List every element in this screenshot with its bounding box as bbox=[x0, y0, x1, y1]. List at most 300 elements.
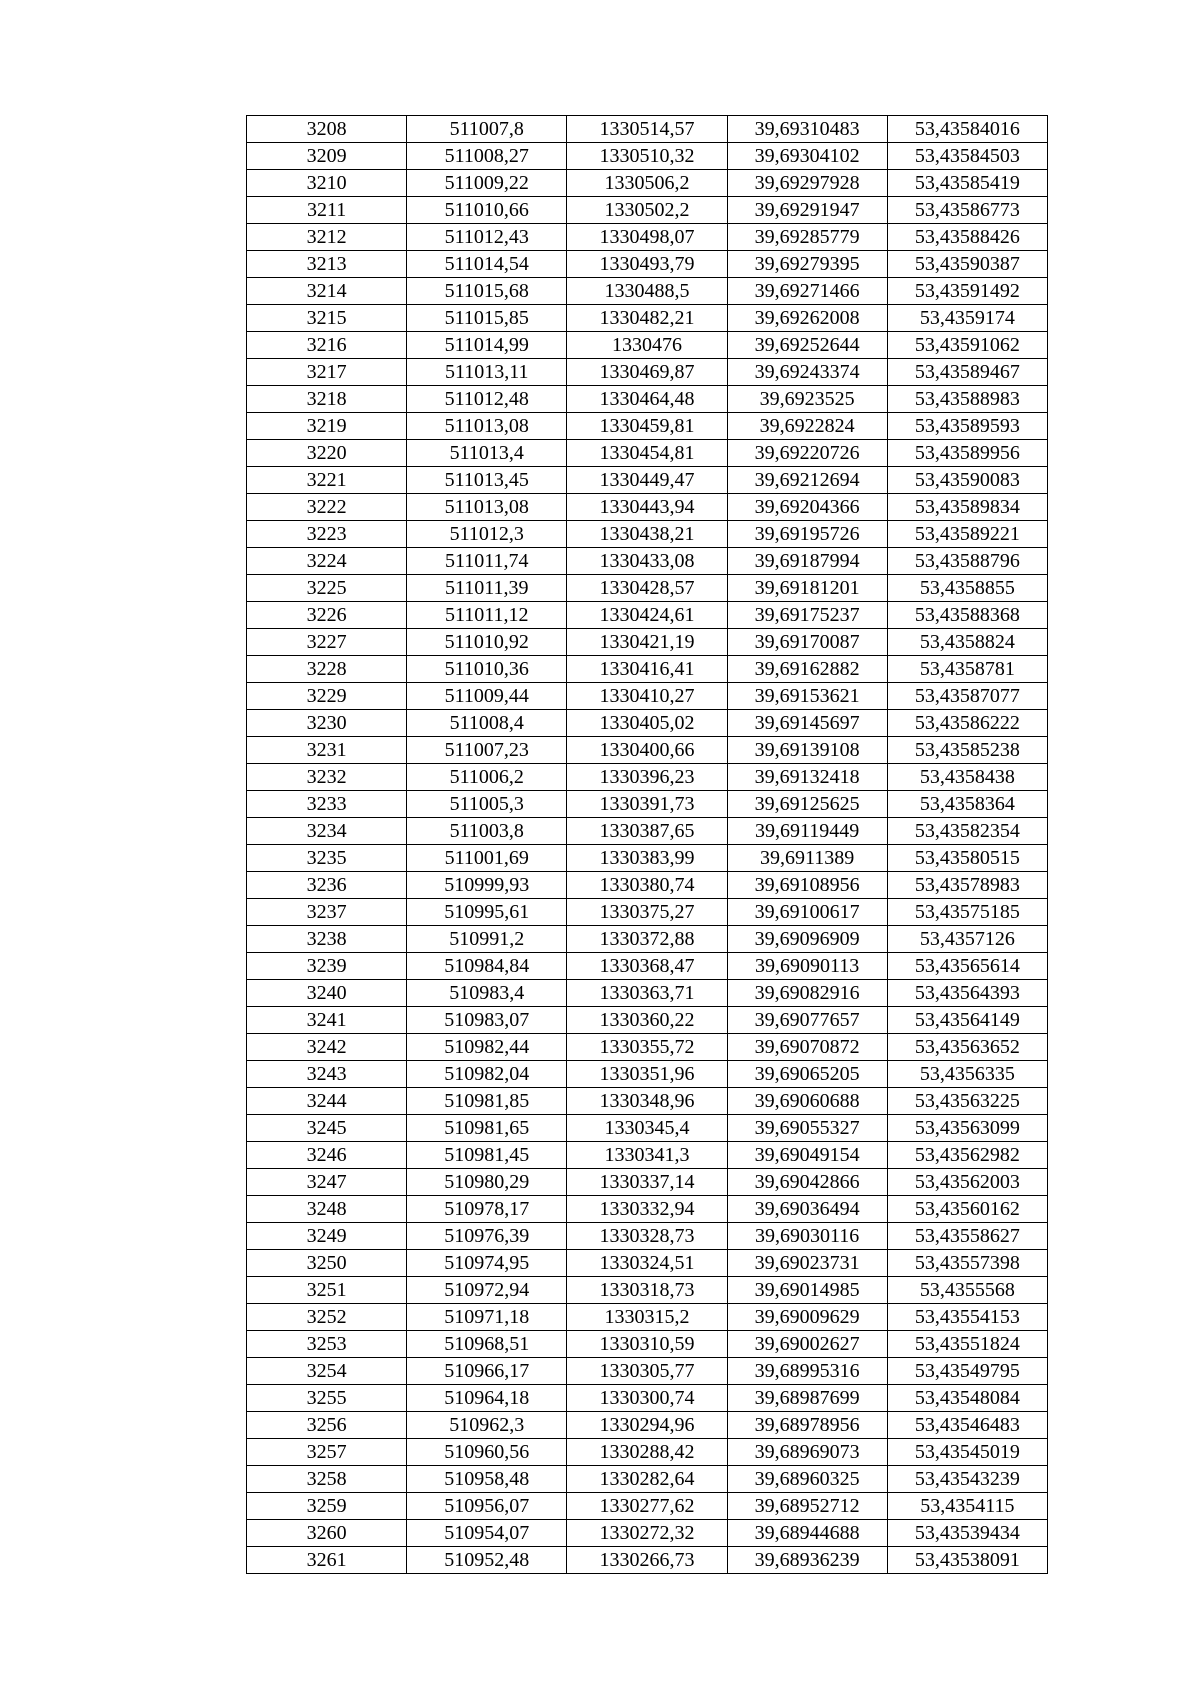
x-coordinate-cell: 510952,48 bbox=[407, 1547, 567, 1574]
longitude-cell: 39,69252644 bbox=[727, 332, 887, 359]
longitude-cell: 39,68944688 bbox=[727, 1520, 887, 1547]
latitude-cell: 53,43585419 bbox=[887, 170, 1047, 197]
x-coordinate-cell: 510981,65 bbox=[407, 1115, 567, 1142]
latitude-cell: 53,43563099 bbox=[887, 1115, 1047, 1142]
latitude-cell: 53,4358855 bbox=[887, 575, 1047, 602]
longitude-cell: 39,69119449 bbox=[727, 818, 887, 845]
point-number-cell: 3209 bbox=[247, 143, 407, 170]
table-row bbox=[247, 116, 1048, 143]
longitude-cell: 39,69030116 bbox=[727, 1223, 887, 1250]
x-coordinate-cell: 511010,92 bbox=[407, 629, 567, 656]
x-coordinate-cell: 511014,99 bbox=[407, 332, 567, 359]
x-coordinate-cell: 510971,18 bbox=[407, 1304, 567, 1331]
point-number-cell: 3241 bbox=[247, 1007, 407, 1034]
x-coordinate-cell: 510983,4 bbox=[407, 980, 567, 1007]
y-coordinate-cell: 1330454,81 bbox=[567, 440, 727, 467]
point-number-cell: 3212 bbox=[247, 224, 407, 251]
x-coordinate-cell: 511007,8 bbox=[407, 116, 567, 143]
table-row bbox=[247, 710, 1048, 737]
latitude-cell: 53,4358364 bbox=[887, 791, 1047, 818]
longitude-cell: 39,68978956 bbox=[727, 1412, 887, 1439]
longitude-cell: 39,68960325 bbox=[727, 1466, 887, 1493]
y-coordinate-cell: 1330387,65 bbox=[567, 818, 727, 845]
point-number-cell: 3215 bbox=[247, 305, 407, 332]
x-coordinate-cell: 510956,07 bbox=[407, 1493, 567, 1520]
latitude-cell: 53,43588426 bbox=[887, 224, 1047, 251]
x-coordinate-cell: 511009,44 bbox=[407, 683, 567, 710]
point-number-cell: 3261 bbox=[247, 1547, 407, 1574]
x-coordinate-cell: 511013,11 bbox=[407, 359, 567, 386]
latitude-cell: 53,43560162 bbox=[887, 1196, 1047, 1223]
longitude-cell: 39,69262008 bbox=[727, 305, 887, 332]
table-row bbox=[247, 440, 1048, 467]
table-row bbox=[247, 413, 1048, 440]
longitude-cell: 39,69009629 bbox=[727, 1304, 887, 1331]
table-row bbox=[247, 1196, 1048, 1223]
point-number-cell: 3227 bbox=[247, 629, 407, 656]
x-coordinate-cell: 511003,8 bbox=[407, 818, 567, 845]
x-coordinate-cell: 510982,04 bbox=[407, 1061, 567, 1088]
point-number-cell: 3251 bbox=[247, 1277, 407, 1304]
point-number-cell: 3218 bbox=[247, 386, 407, 413]
y-coordinate-cell: 1330294,96 bbox=[567, 1412, 727, 1439]
longitude-cell: 39,6922824 bbox=[727, 413, 887, 440]
latitude-cell: 53,43591492 bbox=[887, 278, 1047, 305]
longitude-cell: 39,69279395 bbox=[727, 251, 887, 278]
longitude-cell: 39,69243374 bbox=[727, 359, 887, 386]
y-coordinate-cell: 1330300,74 bbox=[567, 1385, 727, 1412]
table-row bbox=[247, 602, 1048, 629]
latitude-cell: 53,43551824 bbox=[887, 1331, 1047, 1358]
table-row bbox=[247, 1439, 1048, 1466]
y-coordinate-cell: 1330506,2 bbox=[567, 170, 727, 197]
point-number-cell: 3242 bbox=[247, 1034, 407, 1061]
x-coordinate-cell: 511006,2 bbox=[407, 764, 567, 791]
y-coordinate-cell: 1330332,94 bbox=[567, 1196, 727, 1223]
x-coordinate-cell: 510978,17 bbox=[407, 1196, 567, 1223]
x-coordinate-cell: 511013,4 bbox=[407, 440, 567, 467]
latitude-cell: 53,43584016 bbox=[887, 116, 1047, 143]
longitude-cell: 39,68936239 bbox=[727, 1547, 887, 1574]
y-coordinate-cell: 1330488,5 bbox=[567, 278, 727, 305]
table-row bbox=[247, 143, 1048, 170]
y-coordinate-cell: 1330400,66 bbox=[567, 737, 727, 764]
point-number-cell: 3216 bbox=[247, 332, 407, 359]
point-number-cell: 3243 bbox=[247, 1061, 407, 1088]
table-row bbox=[247, 1304, 1048, 1331]
table-row bbox=[247, 764, 1048, 791]
table-row bbox=[247, 278, 1048, 305]
table-row bbox=[247, 899, 1048, 926]
x-coordinate-cell: 511005,3 bbox=[407, 791, 567, 818]
y-coordinate-cell: 1330372,88 bbox=[567, 926, 727, 953]
y-coordinate-cell: 1330514,57 bbox=[567, 116, 727, 143]
point-number-cell: 3219 bbox=[247, 413, 407, 440]
longitude-cell: 39,69304102 bbox=[727, 143, 887, 170]
latitude-cell: 53,43586773 bbox=[887, 197, 1047, 224]
table-row bbox=[247, 305, 1048, 332]
point-number-cell: 3226 bbox=[247, 602, 407, 629]
table-row bbox=[247, 386, 1048, 413]
point-number-cell: 3258 bbox=[247, 1466, 407, 1493]
y-coordinate-cell: 1330348,96 bbox=[567, 1088, 727, 1115]
y-coordinate-cell: 1330288,42 bbox=[567, 1439, 727, 1466]
x-coordinate-cell: 510995,61 bbox=[407, 899, 567, 926]
latitude-cell: 53,43588796 bbox=[887, 548, 1047, 575]
point-number-cell: 3248 bbox=[247, 1196, 407, 1223]
latitude-cell: 53,4356335 bbox=[887, 1061, 1047, 1088]
longitude-cell: 39,69212694 bbox=[727, 467, 887, 494]
latitude-cell: 53,43589593 bbox=[887, 413, 1047, 440]
y-coordinate-cell: 1330360,22 bbox=[567, 1007, 727, 1034]
point-number-cell: 3229 bbox=[247, 683, 407, 710]
point-number-cell: 3244 bbox=[247, 1088, 407, 1115]
table-row bbox=[247, 1007, 1048, 1034]
y-coordinate-cell: 1330498,07 bbox=[567, 224, 727, 251]
point-number-cell: 3231 bbox=[247, 737, 407, 764]
latitude-cell: 53,43588368 bbox=[887, 602, 1047, 629]
latitude-cell: 53,43558627 bbox=[887, 1223, 1047, 1250]
y-coordinate-cell: 1330482,21 bbox=[567, 305, 727, 332]
longitude-cell: 39,69132418 bbox=[727, 764, 887, 791]
point-number-cell: 3257 bbox=[247, 1439, 407, 1466]
latitude-cell: 53,43590083 bbox=[887, 467, 1047, 494]
point-number-cell: 3246 bbox=[247, 1142, 407, 1169]
point-number-cell: 3222 bbox=[247, 494, 407, 521]
longitude-cell: 39,69170087 bbox=[727, 629, 887, 656]
table-row bbox=[247, 494, 1048, 521]
x-coordinate-cell: 510984,84 bbox=[407, 953, 567, 980]
longitude-cell: 39,69077657 bbox=[727, 1007, 887, 1034]
table-row bbox=[247, 251, 1048, 278]
y-coordinate-cell: 1330315,2 bbox=[567, 1304, 727, 1331]
x-coordinate-cell: 511009,22 bbox=[407, 170, 567, 197]
latitude-cell: 53,43575185 bbox=[887, 899, 1047, 926]
x-coordinate-cell: 510962,3 bbox=[407, 1412, 567, 1439]
table-row bbox=[247, 1277, 1048, 1304]
point-number-cell: 3224 bbox=[247, 548, 407, 575]
x-coordinate-cell: 510972,94 bbox=[407, 1277, 567, 1304]
y-coordinate-cell: 1330277,62 bbox=[567, 1493, 727, 1520]
point-number-cell: 3237 bbox=[247, 899, 407, 926]
latitude-cell: 53,43557398 bbox=[887, 1250, 1047, 1277]
latitude-cell: 53,43589834 bbox=[887, 494, 1047, 521]
point-number-cell: 3247 bbox=[247, 1169, 407, 1196]
x-coordinate-cell: 510982,44 bbox=[407, 1034, 567, 1061]
table-row bbox=[247, 1223, 1048, 1250]
point-number-cell: 3252 bbox=[247, 1304, 407, 1331]
longitude-cell: 39,69100617 bbox=[727, 899, 887, 926]
coordinates-table-body bbox=[247, 116, 1048, 1574]
y-coordinate-cell: 1330341,3 bbox=[567, 1142, 727, 1169]
y-coordinate-cell: 1330375,27 bbox=[567, 899, 727, 926]
x-coordinate-cell: 511013,08 bbox=[407, 413, 567, 440]
longitude-cell: 39,69125625 bbox=[727, 791, 887, 818]
latitude-cell: 53,4358824 bbox=[887, 629, 1047, 656]
point-number-cell: 3250 bbox=[247, 1250, 407, 1277]
x-coordinate-cell: 511010,36 bbox=[407, 656, 567, 683]
point-number-cell: 3238 bbox=[247, 926, 407, 953]
table-row bbox=[247, 629, 1048, 656]
latitude-cell: 53,4358781 bbox=[887, 656, 1047, 683]
longitude-cell: 39,69310483 bbox=[727, 116, 887, 143]
latitude-cell: 53,43554153 bbox=[887, 1304, 1047, 1331]
table-row bbox=[247, 521, 1048, 548]
latitude-cell: 53,43539434 bbox=[887, 1520, 1047, 1547]
point-number-cell: 3253 bbox=[247, 1331, 407, 1358]
x-coordinate-cell: 511008,4 bbox=[407, 710, 567, 737]
point-number-cell: 3233 bbox=[247, 791, 407, 818]
y-coordinate-cell: 1330380,74 bbox=[567, 872, 727, 899]
latitude-cell: 53,4354115 bbox=[887, 1493, 1047, 1520]
point-number-cell: 3260 bbox=[247, 1520, 407, 1547]
latitude-cell: 53,43563652 bbox=[887, 1034, 1047, 1061]
longitude-cell: 39,69090113 bbox=[727, 953, 887, 980]
table-row bbox=[247, 1088, 1048, 1115]
x-coordinate-cell: 511012,43 bbox=[407, 224, 567, 251]
longitude-cell: 39,69049154 bbox=[727, 1142, 887, 1169]
point-number-cell: 3214 bbox=[247, 278, 407, 305]
point-number-cell: 3225 bbox=[247, 575, 407, 602]
y-coordinate-cell: 1330438,21 bbox=[567, 521, 727, 548]
point-number-cell: 3208 bbox=[247, 116, 407, 143]
table-row bbox=[247, 1115, 1048, 1142]
x-coordinate-cell: 510981,45 bbox=[407, 1142, 567, 1169]
longitude-cell: 39,69014985 bbox=[727, 1277, 887, 1304]
latitude-cell: 53,43589221 bbox=[887, 521, 1047, 548]
x-coordinate-cell: 510980,29 bbox=[407, 1169, 567, 1196]
y-coordinate-cell: 1330310,59 bbox=[567, 1331, 727, 1358]
latitude-cell: 53,43538091 bbox=[887, 1547, 1047, 1574]
x-coordinate-cell: 511007,23 bbox=[407, 737, 567, 764]
table-row bbox=[247, 1169, 1048, 1196]
longitude-cell: 39,69297928 bbox=[727, 170, 887, 197]
table-row bbox=[247, 791, 1048, 818]
y-coordinate-cell: 1330476 bbox=[567, 332, 727, 359]
longitude-cell: 39,6911389 bbox=[727, 845, 887, 872]
latitude-cell: 53,43582354 bbox=[887, 818, 1047, 845]
y-coordinate-cell: 1330272,32 bbox=[567, 1520, 727, 1547]
table-row bbox=[247, 980, 1048, 1007]
x-coordinate-cell: 510976,39 bbox=[407, 1223, 567, 1250]
table-row bbox=[247, 926, 1048, 953]
x-coordinate-cell: 510999,93 bbox=[407, 872, 567, 899]
longitude-cell: 39,69204366 bbox=[727, 494, 887, 521]
y-coordinate-cell: 1330368,47 bbox=[567, 953, 727, 980]
y-coordinate-cell: 1330464,48 bbox=[567, 386, 727, 413]
latitude-cell: 53,43578983 bbox=[887, 872, 1047, 899]
y-coordinate-cell: 1330410,27 bbox=[567, 683, 727, 710]
point-number-cell: 3240 bbox=[247, 980, 407, 1007]
y-coordinate-cell: 1330363,71 bbox=[567, 980, 727, 1007]
longitude-cell: 39,69082916 bbox=[727, 980, 887, 1007]
table-row bbox=[247, 1547, 1048, 1574]
point-number-cell: 3239 bbox=[247, 953, 407, 980]
x-coordinate-cell: 511010,66 bbox=[407, 197, 567, 224]
point-number-cell: 3259 bbox=[247, 1493, 407, 1520]
table-row bbox=[247, 872, 1048, 899]
x-coordinate-cell: 510966,17 bbox=[407, 1358, 567, 1385]
y-coordinate-cell: 1330502,2 bbox=[567, 197, 727, 224]
longitude-cell: 39,6923525 bbox=[727, 386, 887, 413]
longitude-cell: 39,69023731 bbox=[727, 1250, 887, 1277]
latitude-cell: 53,43563225 bbox=[887, 1088, 1047, 1115]
latitude-cell: 53,4358438 bbox=[887, 764, 1047, 791]
x-coordinate-cell: 511015,85 bbox=[407, 305, 567, 332]
x-coordinate-cell: 511014,54 bbox=[407, 251, 567, 278]
latitude-cell: 53,43584503 bbox=[887, 143, 1047, 170]
longitude-cell: 39,69291947 bbox=[727, 197, 887, 224]
y-coordinate-cell: 1330391,73 bbox=[567, 791, 727, 818]
table-row bbox=[247, 224, 1048, 251]
y-coordinate-cell: 1330510,32 bbox=[567, 143, 727, 170]
x-coordinate-cell: 510981,85 bbox=[407, 1088, 567, 1115]
y-coordinate-cell: 1330421,19 bbox=[567, 629, 727, 656]
point-number-cell: 3254 bbox=[247, 1358, 407, 1385]
latitude-cell: 53,43585238 bbox=[887, 737, 1047, 764]
x-coordinate-cell: 511011,39 bbox=[407, 575, 567, 602]
y-coordinate-cell: 1330493,79 bbox=[567, 251, 727, 278]
x-coordinate-cell: 511012,3 bbox=[407, 521, 567, 548]
latitude-cell: 53,43586222 bbox=[887, 710, 1047, 737]
table-row bbox=[247, 1520, 1048, 1547]
point-number-cell: 3217 bbox=[247, 359, 407, 386]
x-coordinate-cell: 510958,48 bbox=[407, 1466, 567, 1493]
y-coordinate-cell: 1330428,57 bbox=[567, 575, 727, 602]
y-coordinate-cell: 1330405,02 bbox=[567, 710, 727, 737]
latitude-cell: 53,43546483 bbox=[887, 1412, 1047, 1439]
latitude-cell: 53,43587077 bbox=[887, 683, 1047, 710]
point-number-cell: 3235 bbox=[247, 845, 407, 872]
y-coordinate-cell: 1330433,08 bbox=[567, 548, 727, 575]
latitude-cell: 53,43590387 bbox=[887, 251, 1047, 278]
table-row bbox=[247, 845, 1048, 872]
x-coordinate-cell: 511013,08 bbox=[407, 494, 567, 521]
point-number-cell: 3211 bbox=[247, 197, 407, 224]
point-number-cell: 3236 bbox=[247, 872, 407, 899]
point-number-cell: 3228 bbox=[247, 656, 407, 683]
latitude-cell: 53,43545019 bbox=[887, 1439, 1047, 1466]
y-coordinate-cell: 1330416,41 bbox=[567, 656, 727, 683]
longitude-cell: 39,69042866 bbox=[727, 1169, 887, 1196]
x-coordinate-cell: 511015,68 bbox=[407, 278, 567, 305]
table-row bbox=[247, 737, 1048, 764]
table-row bbox=[247, 1466, 1048, 1493]
longitude-cell: 39,69065205 bbox=[727, 1061, 887, 1088]
longitude-cell: 39,69070872 bbox=[727, 1034, 887, 1061]
x-coordinate-cell: 511011,74 bbox=[407, 548, 567, 575]
point-number-cell: 3234 bbox=[247, 818, 407, 845]
latitude-cell: 53,4355568 bbox=[887, 1277, 1047, 1304]
x-coordinate-cell: 511011,12 bbox=[407, 602, 567, 629]
x-coordinate-cell: 510974,95 bbox=[407, 1250, 567, 1277]
longitude-cell: 39,69187994 bbox=[727, 548, 887, 575]
longitude-cell: 39,69181201 bbox=[727, 575, 887, 602]
table-row bbox=[247, 656, 1048, 683]
latitude-cell: 53,43564149 bbox=[887, 1007, 1047, 1034]
latitude-cell: 53,43591062 bbox=[887, 332, 1047, 359]
table-row bbox=[247, 1358, 1048, 1385]
point-number-cell: 3220 bbox=[247, 440, 407, 467]
latitude-cell: 53,43549795 bbox=[887, 1358, 1047, 1385]
longitude-cell: 39,69195726 bbox=[727, 521, 887, 548]
longitude-cell: 39,69162882 bbox=[727, 656, 887, 683]
table-row bbox=[247, 818, 1048, 845]
y-coordinate-cell: 1330383,99 bbox=[567, 845, 727, 872]
y-coordinate-cell: 1330328,73 bbox=[567, 1223, 727, 1250]
y-coordinate-cell: 1330355,72 bbox=[567, 1034, 727, 1061]
table-row bbox=[247, 1142, 1048, 1169]
latitude-cell: 53,43562003 bbox=[887, 1169, 1047, 1196]
longitude-cell: 39,68969073 bbox=[727, 1439, 887, 1466]
table-row bbox=[247, 683, 1048, 710]
y-coordinate-cell: 1330443,94 bbox=[567, 494, 727, 521]
y-coordinate-cell: 1330266,73 bbox=[567, 1547, 727, 1574]
point-number-cell: 3213 bbox=[247, 251, 407, 278]
longitude-cell: 39,68995316 bbox=[727, 1358, 887, 1385]
table-row bbox=[247, 548, 1048, 575]
y-coordinate-cell: 1330324,51 bbox=[567, 1250, 727, 1277]
longitude-cell: 39,68952712 bbox=[727, 1493, 887, 1520]
latitude-cell: 53,43580515 bbox=[887, 845, 1047, 872]
y-coordinate-cell: 1330459,81 bbox=[567, 413, 727, 440]
longitude-cell: 39,69139108 bbox=[727, 737, 887, 764]
longitude-cell: 39,69153621 bbox=[727, 683, 887, 710]
y-coordinate-cell: 1330449,47 bbox=[567, 467, 727, 494]
y-coordinate-cell: 1330469,87 bbox=[567, 359, 727, 386]
longitude-cell: 39,69145697 bbox=[727, 710, 887, 737]
table-row bbox=[247, 1493, 1048, 1520]
x-coordinate-cell: 510954,07 bbox=[407, 1520, 567, 1547]
x-coordinate-cell: 510960,56 bbox=[407, 1439, 567, 1466]
latitude-cell: 53,43589956 bbox=[887, 440, 1047, 467]
longitude-cell: 39,69108956 bbox=[727, 872, 887, 899]
point-number-cell: 3256 bbox=[247, 1412, 407, 1439]
table-row bbox=[247, 1034, 1048, 1061]
latitude-cell: 53,43564393 bbox=[887, 980, 1047, 1007]
latitude-cell: 53,4357126 bbox=[887, 926, 1047, 953]
y-coordinate-cell: 1330396,23 bbox=[567, 764, 727, 791]
point-number-cell: 3255 bbox=[247, 1385, 407, 1412]
table-row bbox=[247, 332, 1048, 359]
table-row bbox=[247, 1331, 1048, 1358]
table-row bbox=[247, 1061, 1048, 1088]
table-row bbox=[247, 1412, 1048, 1439]
table-row bbox=[247, 359, 1048, 386]
point-number-cell: 3223 bbox=[247, 521, 407, 548]
y-coordinate-cell: 1330282,64 bbox=[567, 1466, 727, 1493]
longitude-cell: 39,69055327 bbox=[727, 1115, 887, 1142]
table-row bbox=[247, 197, 1048, 224]
latitude-cell: 53,43543239 bbox=[887, 1466, 1047, 1493]
latitude-cell: 53,43589467 bbox=[887, 359, 1047, 386]
x-coordinate-cell: 510983,07 bbox=[407, 1007, 567, 1034]
point-number-cell: 3245 bbox=[247, 1115, 407, 1142]
table-row bbox=[247, 1385, 1048, 1412]
x-coordinate-cell: 511001,69 bbox=[407, 845, 567, 872]
table-row bbox=[247, 170, 1048, 197]
y-coordinate-cell: 1330318,73 bbox=[567, 1277, 727, 1304]
longitude-cell: 39,68987699 bbox=[727, 1385, 887, 1412]
latitude-cell: 53,43562982 bbox=[887, 1142, 1047, 1169]
table-row bbox=[247, 1250, 1048, 1277]
point-number-cell: 3221 bbox=[247, 467, 407, 494]
y-coordinate-cell: 1330424,61 bbox=[567, 602, 727, 629]
point-number-cell: 3230 bbox=[247, 710, 407, 737]
y-coordinate-cell: 1330337,14 bbox=[567, 1169, 727, 1196]
table-row bbox=[247, 467, 1048, 494]
longitude-cell: 39,69285779 bbox=[727, 224, 887, 251]
